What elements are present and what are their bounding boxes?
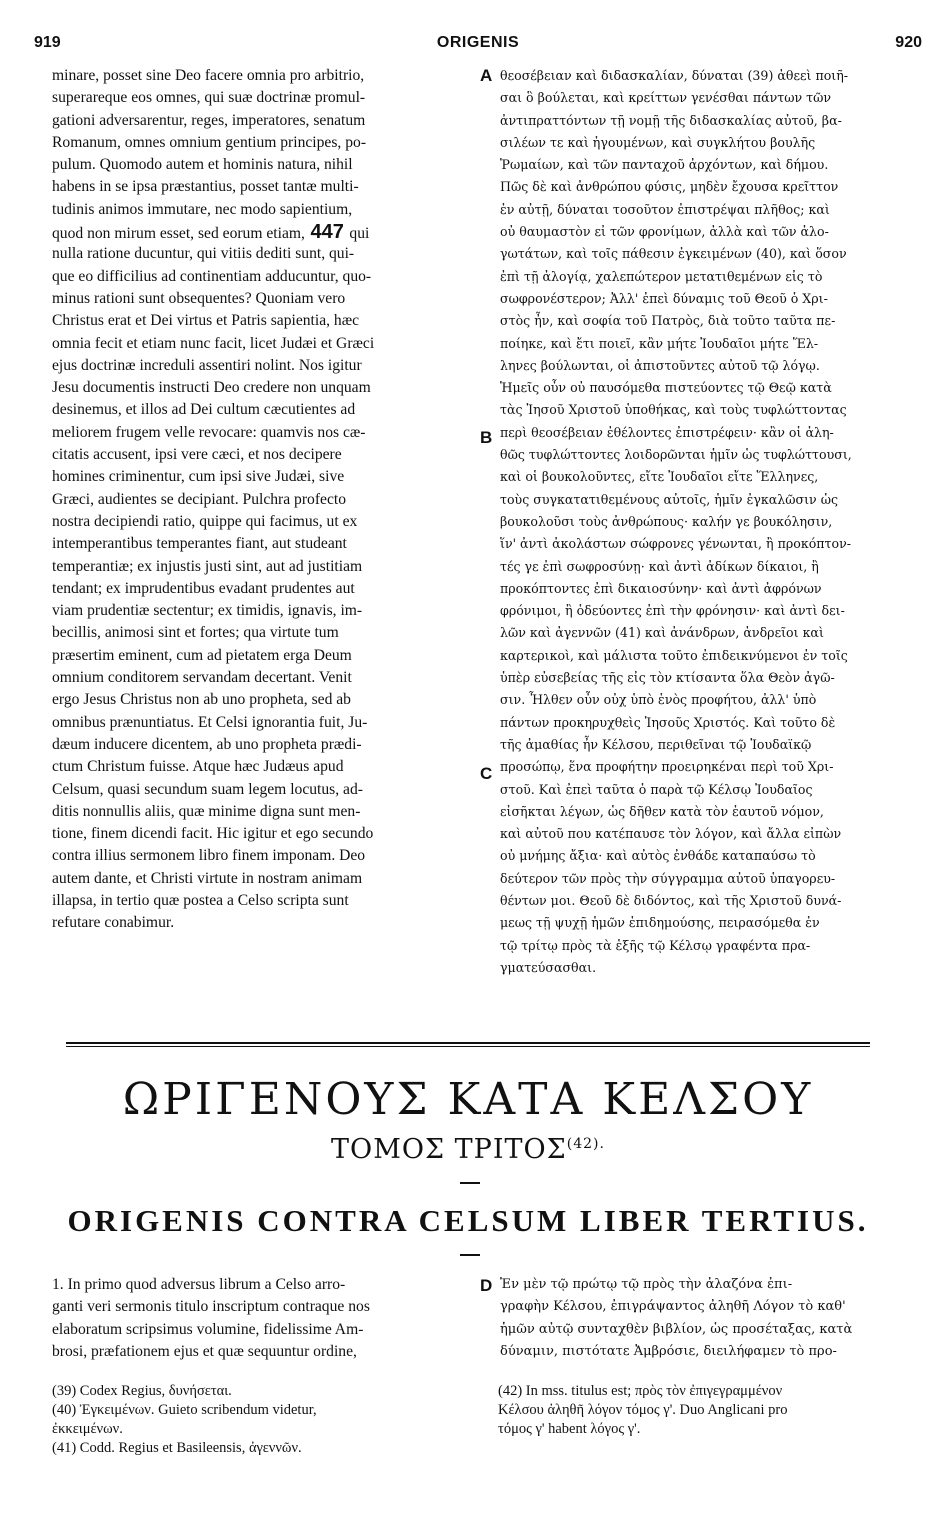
text-line: meliorem frugem velle revocare: quamvis nos cæ- (52, 423, 366, 441)
text-line: θεοσέβειαν καὶ διδασκαλίαν, δύναται (39) ἀθεεὶ ποιῆ- (500, 68, 849, 83)
text-line: citatis accusent, ipsi vere cæci, et nos decipere (52, 446, 342, 464)
text-line: Christus erat et Dei virtus et Patris sapientia, hæc (52, 312, 360, 330)
text-line: omnibus prænuntiatus. Et Celsi ignorantia fuit, Ju- (52, 713, 368, 731)
text-line: nostra decipiendi ratio, quippe qui facimus, ut ex (52, 512, 358, 530)
text-line: brosi, præfationem ejus et quæ sequuntur ordine, (52, 1342, 357, 1360)
text-line: refutare conabimur. (52, 914, 175, 932)
text-line: σιν. Ἦλθεν οὖν οὐχ ὑπὸ ἑνὸς προφήτου, ἀλλ' ὑπὸ (500, 692, 817, 708)
text-line: intemperantibus temperantes fiant, aut studeant (52, 535, 347, 553)
text-line: becillis, animosi sint et fortes; qua virtute tum (52, 624, 339, 642)
title-dash-2 (460, 1254, 480, 1256)
text-line: ctum Christum fuisse. Atque hæc Judæus apud (52, 758, 344, 776)
footnote-line: ἐκκειμένων. (52, 1421, 123, 1437)
text-line: περὶ θεοσέβειαν ἐθέλοντες ἐπιστρέφειν· κἂν οἱ ἀλη- (500, 424, 834, 440)
text-line: σωφρονέστερον; Ἀλλ' ἐπεὶ δύναμις τοῦ Θεοῦ ὁ Χρι- (500, 290, 828, 306)
footnote-line: (42) In mss. titulus est; πρὸς τὸν ἐπιγεγραμμένον (498, 1383, 783, 1399)
greek-column (500, 65, 918, 979)
footnote-line: τόμος γ' habent λόγος γ'. (498, 1421, 641, 1437)
text-line: μεως τῇ ψυχῇ ἡμῶν ἐπιδημούσης, πειρασόμεθα ἐν (500, 915, 820, 931)
text-line: pulum. Quomodo autem et hominis natura, nihil (52, 156, 353, 174)
text-line: ὑπὲρ εὐσεβείας τῆς εἰς τὸν κτίσαντα ὅλα Θεὸν ἀγῶ- (500, 670, 835, 686)
text-line: βουκολοῦσι τοὺς ἀνθρώπους· καλήν γε βουκόλησιν, (500, 513, 833, 529)
text-line: autem dante, et Christi virtute in nostram animam (52, 869, 363, 887)
margin-marker-a: A (480, 66, 493, 85)
text-line: nulla ratione ducuntur, qui vitiis dediti sunt, qui- (52, 245, 355, 263)
text-line: σιλέων τε καὶ ἡγουμένων, καὶ συγκλήτου βουλῆς (500, 134, 816, 150)
inline-page-number-suffix: qui (349, 225, 370, 243)
text-line: dæum inducere dicentem, ab uno propheta prædi- (52, 735, 362, 753)
text-line: quod non mirum esset, sed eorum etiam, 447 qui (52, 221, 370, 244)
text-line: ergo Jesus Christus non ab uno propheta, sed ab (52, 691, 351, 709)
text-line: gationi adversarentur, reges, imperatores, senatum (52, 111, 366, 129)
greek-subtitle (0, 1134, 936, 1165)
text-line: ἡμῶν αὐτῷ συνταχθὲν βιβλίον, ὡς προσέταξας, κατὰ (500, 1321, 853, 1337)
greek-body (500, 1274, 918, 1363)
inline-page-number: 447 (304, 221, 350, 244)
text-line: Jesu documentis instructi Deo credere non unquam (52, 379, 371, 397)
text-line: ληνες βούλωνται, οἱ ἀπιστοῦντες αὐτοῦ τῷ λόγῳ. (500, 357, 820, 373)
latin-body (52, 1274, 472, 1363)
section-rule (66, 1042, 870, 1044)
text-line: καρτερικοὶ, καὶ μάλιστα τοῦτο ἐπιδεικνύμενοι ἐν τοῖς (500, 647, 848, 663)
page-number-left: 919 (34, 34, 61, 51)
text-line: tione, finem dicendi facit. Hic igitur et ego secundo (52, 825, 374, 843)
text-line: τοὺς συγκατατιθεμένους αὐτοῖς, ἡμῖν ἐγκαλῶσιν ὡς (500, 491, 839, 507)
footnote-line: (39) Codex Regius, δυνήσεται. (52, 1383, 232, 1399)
subtitle-footnote-ref: (42). (566, 1136, 605, 1152)
greek-title: ΩΡΙΓΕΝΟΥΣ ΚΑΤΑ ΚΕΛΣΟΥ (122, 1074, 814, 1125)
text-line: λῶν καὶ ἀγεννῶν (41) καὶ ἀνάνδρων, ἀνδρεῖοι καὶ (500, 625, 824, 641)
text-line: omnium conditorem servandam decertant. Venit (52, 669, 352, 687)
text-line: καὶ αὐτοῦ που κατέπαυσε τὸν λόγον, καὶ ἄλλα εἰπὼν (500, 826, 842, 842)
text-line: minare, posset sine Deo facere omnia pro arbitrio, (52, 67, 365, 84)
text-line: tendant; ex imprudentibus evadant prudentes aut (52, 579, 355, 597)
margin-marker-c: C (480, 764, 493, 783)
text-line: ἐν αὐτῇ, δύναται τοσοῦτον ἐπιστρέψαι πλῆθος; καὶ (500, 201, 830, 217)
text-line: θέντων μοι. Θεοῦ δὲ διδόντος, καὶ τῆς Χριστοῦ δυνά- (500, 892, 842, 908)
section-rule-thin (66, 1046, 870, 1047)
text-line: θῶς τυφλώττοντες λοιδορῶνται ἡμῖν ὡς τυφλώττουσι, (500, 447, 852, 463)
text-line: ganti veri sermonis titulo inscriptum contraque nos (52, 1298, 370, 1316)
text-line: γωτάτων, καὶ τοῖς πάθεσιν ἐγκειμένων (40), καὶ ὅσον (500, 246, 847, 262)
text-line: habens in se ipsa præstantius, posset tantæ multi- (52, 178, 359, 196)
text-line: γματεύσασθαι. (500, 959, 597, 975)
text-line: 1. In primo quod adversus librum a Celso arro- (52, 1276, 346, 1293)
footnote-line: (41) Codd. Regius et Basileensis, ἀγεννῶν. (52, 1440, 302, 1456)
text-line: que eo difficilius ad continentiam adducuntur, quo- (52, 267, 372, 285)
latin-title: ORIGENIS CONTRA CELSUM LIBER TERTIUS. (67, 1203, 869, 1238)
text-line: γραφὴν Κέλσου, ἐπιγράψαντος ἀληθῆ Λόγον τὸ καθ' (500, 1299, 846, 1315)
footnotes-right (498, 1382, 918, 1439)
text-line: δύναμιν, πιστότατε Ἀμβρόσιε, διειλήφαμεν τὸ προ- (500, 1343, 837, 1359)
text-line: προσώπῳ, ἕνα προφήτην προειρηκέναι περὶ τοῦ Χρι- (500, 759, 834, 775)
text-line: στοῦ. Καὶ ἐπεὶ ταῦτα ὁ παρὰ τῷ Κέλσῳ Ἰουδαῖος (500, 781, 813, 797)
latin-column (52, 65, 472, 935)
page-number-right: 920 (895, 34, 922, 51)
text-line: minus rationi sunt obsequentes? Quoniam vero (52, 289, 346, 307)
footnote-line: (40) Ἐγκειμένων. Guieto scribendum videtur, (52, 1402, 317, 1418)
text-line: ἀντιπραττόντων τῇ νομῇ τῆς διδασκαλίας αὐτοῦ, βα- (500, 112, 842, 128)
text-line: σαι ὃ βούλεται, καὶ κρείττων γενέσθαι πάντων τῶν (500, 90, 832, 106)
title-dash (460, 1182, 480, 1184)
text-line: tudinis animos immutare, nec modo sapientium, (52, 200, 353, 218)
text-line: elaboratum scripsimus volumine, fidelissime Am- (52, 1320, 364, 1338)
text-line: Græci, audientes se decipiant. Pulchra profecto (52, 490, 347, 508)
text-line: Celsum, quasi secundum suam legem locutus, ad- (52, 780, 363, 798)
text-line: ποίηκε, καὶ ἔτι ποιεῖ, κἂν μήτε Ἰουδαῖοι μήτε Ἕλ- (500, 335, 819, 351)
text-line: πάντων προκηρυχθεὶς Ἰησοῦς Χριστός. Καὶ τοῦτο δὲ (500, 714, 836, 730)
running-title: ORIGENIS (436, 34, 520, 51)
footnotes-left (52, 1382, 472, 1458)
text-line: ἵν' ἀντὶ ἀκολάστων σώφρονες γένωνται, ἢ προκόπτον- (500, 536, 852, 552)
text-line: desinemus, et illos ad Dei cultum cæcutientes ad (52, 401, 356, 419)
text-line: Ῥωμαίων, καὶ τῶν πανταχοῦ ἀρχόντων, καὶ δήμου. (500, 157, 829, 173)
text-line: omnia fecit et etiam nunc facit, licet Judæi et Græci (52, 334, 375, 352)
text-line: Ἡμεῖς οὖν οὐ παυσόμεθα πιστεύοντες τῷ Θεῷ κατὰ (500, 380, 832, 396)
text-line: οὐ μνήμης ἄξια· καὶ αὐτὸς ἐνθάδε καταπαύσω τὸ (500, 848, 816, 864)
text-line: contra illius sermonem libro finem imponam. Deo (52, 847, 366, 865)
text-line: Ἐν μὲν τῷ πρώτῳ τῷ πρὸς τὴν ἀλαζόνα ἐπι- (500, 1277, 793, 1292)
text-line: superareque eos omnes, qui suæ doctrinæ promul- (52, 89, 366, 107)
text-line: καὶ οἱ βουκολοῦντες, εἴτε Ἰουδαῖοι εἴτε Ἕλληνες, (500, 469, 819, 485)
text-line: τὰς Ἰησοῦ Χριστοῦ ὑποθήκας, καὶ τοὺς τυφλώττοντας (500, 402, 847, 418)
text-line: φρόνιμοι, ἢ ὁδεύοντες ἐπὶ τὴν φρόνησιν· καὶ ἀντὶ δει- (500, 603, 845, 619)
text-line: ἐπὶ τῇ ἀλογίᾳ, χαλεπώτερον μετατιθεμένων εἰς τὸ (500, 268, 823, 284)
text-line: τές γε ἐπὶ σωφροσύνῃ· καὶ ἀντὶ ἀδίκων δίκαιοι, ἢ (500, 558, 819, 574)
margin-marker-b: B (480, 428, 493, 447)
greek-subtitle-text: ΤΟΜΟΣ ΤΡΙΤΟΣ (331, 1134, 567, 1165)
text-line: τῷ τρίτῳ πρὸς τὰ ἑξῆς τῷ Κέλσῳ γραφέντα πρα- (500, 937, 811, 953)
text-line: illapsa, in tertio quæ postea a Celso scripta sunt (52, 891, 349, 909)
margin-marker-d: D (480, 1276, 493, 1295)
text-line: εἰσῆκται λέγων, ὡς δῆθεν κατὰ τὸν ἑαυτοῦ νόμον, (500, 803, 824, 819)
text-line: τῆς ἀμαθίας ἦν Κέλσου, περιθεῖναι τῷ Ἰουδαϊκῷ (500, 736, 812, 752)
text-line: οὐ θαυμαστὸν εἰ τῶν φρονίμων, ἀλλὰ καὶ τῶν ἀλο- (500, 224, 829, 240)
text-line: ditis nonnullis aliis, quæ minime digna sunt men- (52, 802, 361, 820)
text-line: δεύτερον τῶν πρὸς τὴν σύγγραμμα αὐτοῦ ὑπαγορευ- (500, 870, 836, 886)
text-line: præsertim eminent, cum ad pietatem erga Deum (52, 646, 352, 664)
text-line: viam prudentiæ sectentur; ex timidis, ignavis, im- (52, 602, 363, 620)
text-line: homines criminentur, cum ipsi sive Judæi, sive (52, 468, 345, 486)
text-line: Πῶς δὲ καὶ ἀνθρώπου φύσις, μηδὲν ἔχουσα κρεῖττον (500, 179, 839, 195)
text-line: στὸς ἦν, καὶ σοφία τοῦ Πατρὸς, διὰ τοῦτο ταῦτα πε- (500, 313, 836, 329)
page-header (34, 34, 922, 58)
text-line: temperantiæ; ex injustis justi sint, aut ad justitiam (52, 557, 363, 575)
footnote-line: Κέλσου ἀληθῆ λόγον τόμος γ'. Duo Anglicani pro (498, 1402, 788, 1418)
text-line: ejus doctrinæ increduli assentiri nolint. Nos igitur (52, 356, 362, 374)
text-line: Romanum, omnes omnium gentium principes, po- (52, 133, 367, 151)
text-line: προκόπτοντες ἐπὶ δικαιοσύνην· καὶ ἀντὶ ἀφρόνων (500, 580, 822, 596)
